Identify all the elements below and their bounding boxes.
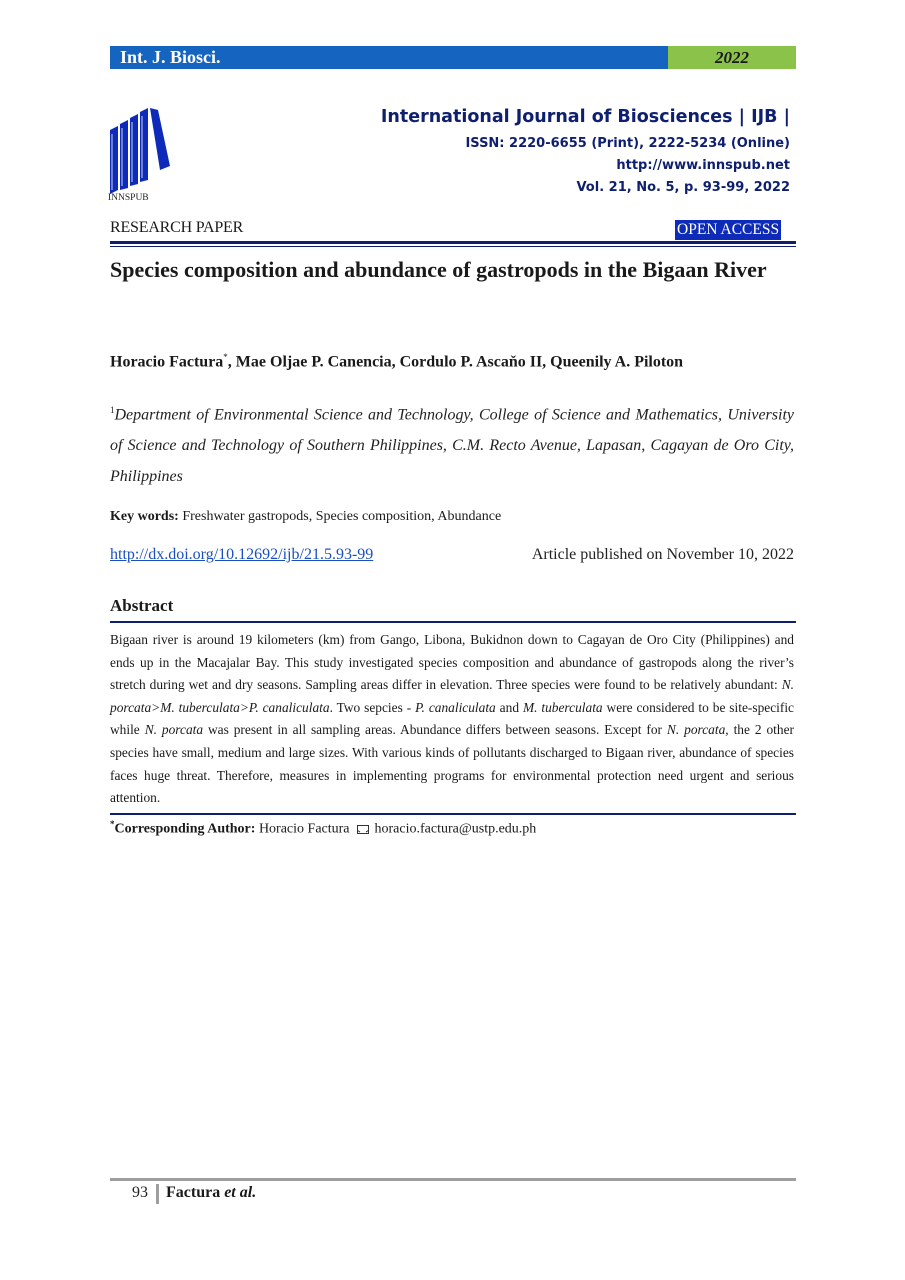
header-divider bbox=[110, 241, 796, 244]
abstract-top-divider bbox=[110, 621, 796, 623]
author-list bbox=[110, 352, 800, 371]
keywords-label: Key words: bbox=[110, 509, 179, 524]
journal-title: International Journal of Biosciences | IJB | bbox=[380, 107, 790, 127]
footer-separator bbox=[156, 1184, 159, 1204]
doi-link[interactable]: http://dx.doi.org/10.12692/ijb/21.5.93-99 bbox=[110, 546, 374, 563]
affiliation-text: Department of Environmental Science and Technology, College of Science and Mathematics, University of Science and Technology of Southern Philippines, C.M. Recto Avenue, Lapasan, Cagayan de Oro City, Philippines bbox=[110, 406, 794, 486]
corresponding-mark: * bbox=[223, 352, 228, 362]
running-author bbox=[166, 1184, 256, 1202]
abstract-bottom-divider bbox=[110, 813, 796, 815]
other-authors: , Mae Oljae P. Canencia, Cordulo P. Ascaňo II, Queenily A. Piloton bbox=[227, 353, 684, 371]
abstract-species: N. porcata bbox=[144, 722, 204, 738]
running-author-etal: et al. bbox=[224, 1184, 257, 1201]
affiliation-mark: 1 bbox=[110, 405, 115, 415]
abstract-body bbox=[110, 629, 794, 810]
open-access-badge: OPEN ACCESS bbox=[677, 221, 780, 238]
abstract-heading: Abstract bbox=[110, 596, 174, 615]
paper-title: Species composition and abundance of gastropods in the Bigaan River bbox=[110, 257, 767, 282]
abstract-text: were considered to be site-specific while bbox=[110, 699, 794, 738]
paper-type-label: RESEARCH PAPER bbox=[110, 219, 244, 236]
affiliation bbox=[110, 395, 794, 492]
abstract-text: was present in all sampling areas. Abundance differs between seasons. Except for bbox=[203, 722, 667, 738]
keywords-value: Freshwater gastropods, Species composition, Abundance bbox=[178, 509, 502, 524]
publisher-logo-text: INNSPUB bbox=[108, 193, 149, 203]
year-banner: 2022 bbox=[668, 46, 796, 69]
abstract-text: . Two sepcies - bbox=[329, 699, 416, 715]
running-author-name: Factura bbox=[166, 1184, 225, 1201]
journal-issn: ISSN: 2220-6655 (Print), 2222-5234 (Online) bbox=[465, 136, 790, 151]
keywords bbox=[110, 509, 501, 525]
abstract-species: P. canaliculata bbox=[415, 699, 496, 715]
corresponding-label: Corresponding Author: bbox=[114, 821, 256, 837]
corresponding-name: Horacio Factura bbox=[255, 821, 354, 837]
corresponding-author bbox=[110, 819, 536, 838]
footer-divider bbox=[110, 1178, 796, 1181]
abstract-species: M. tuberculata bbox=[522, 699, 603, 715]
publication-date: Article published on November 10, 2022 bbox=[531, 546, 794, 563]
journal-url[interactable]: http://www.innspub.net bbox=[616, 158, 790, 173]
journal-volume: Vol. 21, No. 5, p. 93-99, 2022 bbox=[576, 180, 790, 195]
page-number: 93 bbox=[132, 1184, 148, 1201]
corresponding-mark: * bbox=[110, 819, 115, 829]
abstract-species: N. porcata bbox=[666, 722, 726, 738]
header-divider-thin bbox=[110, 246, 796, 247]
mail-icon bbox=[357, 825, 369, 834]
first-author: Horacio Factura bbox=[110, 353, 224, 371]
abstract-species: N. porcata>M. tuberculata>P. canaliculata bbox=[110, 677, 794, 715]
abstract-text: Bigaan river is around 19 kilometers (km) from Gango, Libona, Bukidnon down to Cagayan de Oro City (Philippines) and ends up in the Macajalar Bay. This study investigated species composition and abundance of gastropods along the river’s stretch during wet and dry seasons. Sampling areas differ in elevation. Three species were found to be relatively abundant: bbox=[110, 632, 794, 693]
abstract-text: and bbox=[495, 699, 523, 715]
journal-short-banner: Int. J. Biosci. bbox=[110, 46, 668, 69]
abstract-text: , the 2 other species have small, medium and large sizes. With various kinds of pollutants discharged to Bigaan river, abundance of species faces huge threat. Therefore, measures in implementing programs for environmental protection need urgent and serious attention. bbox=[110, 722, 794, 806]
corresponding-email[interactable]: horacio.factura@ustp.edu.ph bbox=[371, 821, 537, 837]
